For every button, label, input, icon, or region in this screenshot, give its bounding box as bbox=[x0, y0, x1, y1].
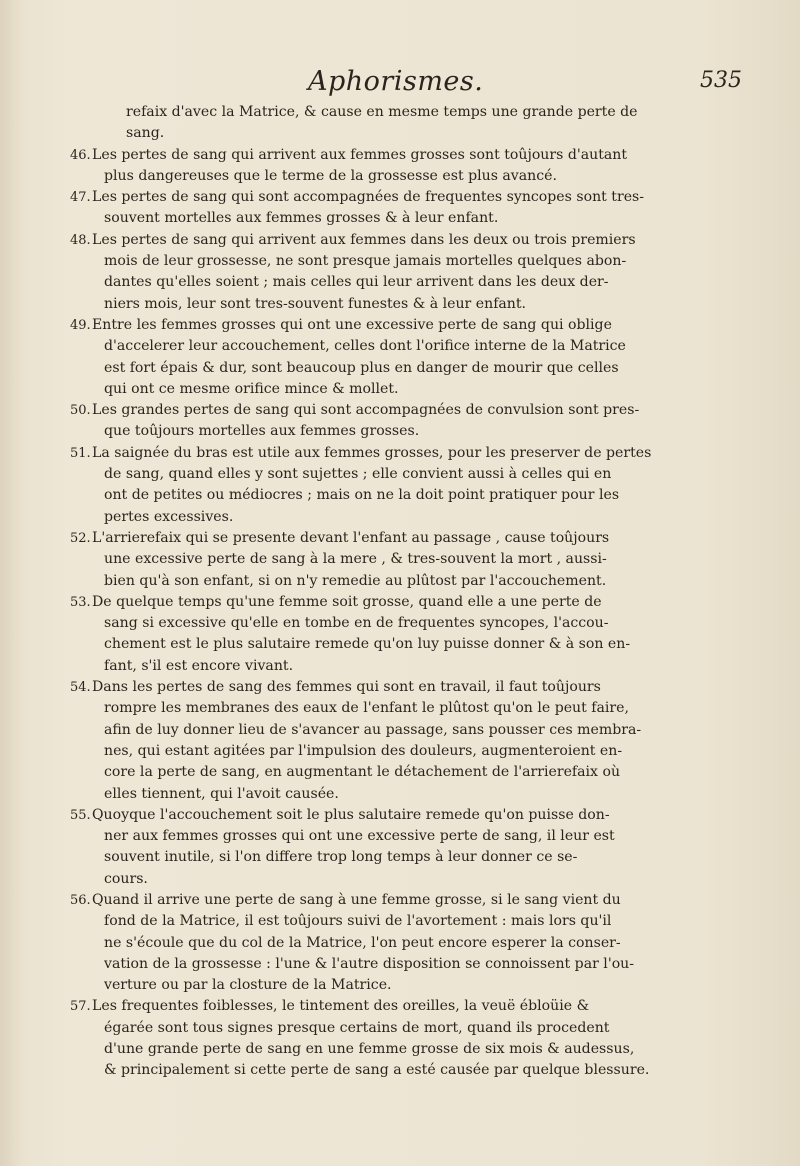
aphorism-paragraph bbox=[70, 890, 742, 996]
aphorism-paragraph bbox=[70, 187, 742, 230]
aphorism-number: 47. bbox=[70, 190, 91, 206]
aphorism-paragraph bbox=[70, 400, 742, 443]
page-number: 535 bbox=[700, 68, 742, 93]
text-line: sang. bbox=[126, 125, 165, 142]
text-line: de sang, quand elles y sont sujettes ; elle convient aussi à celles qui en bbox=[104, 466, 612, 483]
text-line: De quelque temps qu'une femme soit grosse, quand elle a une perte de bbox=[92, 593, 602, 610]
text-line: pertes excessives. bbox=[104, 508, 234, 525]
text-line: La saignée du bras est utile aux femmes grosses, pour les preserver de pertes bbox=[92, 444, 652, 461]
text-line: refaix d'avec la Matrice, & cause en mesme temps une grande perte de bbox=[126, 104, 638, 120]
text-line: vation de la grossesse : l'une & l'autre disposition se connoissent par l'ou- bbox=[104, 955, 635, 972]
text-line: ne s'écoule que du col de la Matrice, l'on peut encore esperer la conser- bbox=[104, 934, 621, 951]
aphorism-number: 55. bbox=[70, 807, 91, 823]
aphorism-paragraph bbox=[70, 996, 742, 1081]
text-line: nes, qui estant agitées par l'impulsion des douleurs, augmenteroient en- bbox=[104, 742, 623, 759]
text-line: Quand il arrive une perte de sang à une femme grosse, si le sang vient du bbox=[92, 891, 621, 908]
text-line: Quoyque l'accouchement soit le plus salutaire remede qu'on puisse don- bbox=[92, 806, 610, 823]
text-line: que toûjours mortelles aux femmes grosses. bbox=[104, 423, 420, 440]
text-line: d'une grande perte de sang en une femme grosse de six mois & audessus, bbox=[104, 1041, 635, 1058]
aphorism-number: 51. bbox=[70, 445, 91, 461]
text-line: Les frequentes foiblesses, le tintement des oreilles, la veuë ébloüie & bbox=[92, 998, 590, 1015]
text-line: d'accelerer leur accouchement, celles dont l'orifice interne de la Matrice bbox=[104, 338, 626, 355]
running-title: Aphorismes. bbox=[308, 66, 484, 97]
text-line: rompre les membranes des eaux de l'enfant le plûtost qu'on le peut faire, bbox=[104, 700, 629, 717]
aphorism-paragraph bbox=[70, 805, 742, 890]
aphorism-paragraph bbox=[70, 145, 742, 188]
text-line: Les pertes de sang qui arrivent aux femmes dans les deux ou trois premiers bbox=[92, 231, 636, 248]
aphorism-number: 46. bbox=[70, 147, 91, 163]
text-line: afin de luy donner lieu de s'avancer au passage, sans pousser ces membra- bbox=[104, 721, 642, 738]
text-line: & principalement si cette perte de sang a esté causée par quelque blessure. bbox=[104, 1062, 650, 1079]
aphorism-paragraph bbox=[70, 528, 742, 592]
text-line: égarée sont tous signes presque certains de mort, quand ils procedent bbox=[104, 1019, 610, 1036]
text-line: ner aux femmes grosses qui ont une excessive perte de sang, il leur est bbox=[104, 828, 615, 845]
text-line: Les pertes de sang qui sont accompagnées de frequentes syncopes sont tres- bbox=[92, 189, 645, 206]
text-line: mois de leur grossesse, ne sont presque jamais mortelles quelques abon- bbox=[104, 253, 627, 270]
text-line: fant, s'il est encore vivant. bbox=[104, 657, 294, 674]
aphorism-paragraph bbox=[70, 592, 742, 677]
text-line: cours. bbox=[104, 870, 148, 887]
aphorism-number: 49. bbox=[70, 317, 91, 333]
text-line: Entre les femmes grosses qui ont une excessive perte de sang qui oblige bbox=[92, 316, 612, 333]
aphorism-paragraph bbox=[70, 677, 742, 805]
aphorism-number: 48. bbox=[70, 232, 91, 248]
text-line: ont de petites ou médiocres ; mais on ne la doit point pratiquer pour les bbox=[104, 487, 620, 504]
aphorism-paragraph bbox=[70, 315, 742, 400]
text-line: chement est le plus salutaire remede qu'on luy puisse donner & à son en- bbox=[104, 636, 631, 653]
text-line: Dans les pertes de sang des femmes qui sont en travail, il faut toûjours bbox=[92, 679, 601, 696]
text-line: sang si excessive qu'elle en tombe en de frequentes syncopes, l'accou- bbox=[104, 615, 609, 632]
aphorism-text-block bbox=[70, 102, 742, 1082]
aphorism-number: 50. bbox=[70, 403, 91, 419]
text-line: souvent inutile, si l'on differe trop long temps à leur donner ce se- bbox=[104, 849, 578, 866]
aphorism-number: 52. bbox=[70, 530, 91, 546]
text-line: L'arrierefaix qui se presente devant l'enfant au passage , cause toûjours bbox=[92, 529, 610, 546]
aphorism-number: 56. bbox=[70, 892, 91, 908]
text-line: dantes qu'elles soient ; mais celles qui leur arrivent dans les deux der- bbox=[104, 274, 609, 291]
text-line: qui ont ce mesme orifice mince & mollet. bbox=[104, 380, 399, 397]
text-line: elles tiennent, qui l'avoit causée. bbox=[104, 785, 339, 802]
text-line: niers mois, leur sont tres-souvent funestes & à leur enfant. bbox=[104, 295, 527, 312]
aphorism-number: 54. bbox=[70, 680, 91, 696]
text-line: plus dangereuses que le terme de la grossesse est plus avancé. bbox=[104, 167, 557, 184]
page-header bbox=[0, 66, 800, 106]
text-line: verture ou par la closture de la Matrice. bbox=[104, 977, 392, 994]
text-line: bien qu'à son enfant, si on n'y remedie au plûtost par l'accouchement. bbox=[104, 572, 607, 589]
text-line: Les pertes de sang qui arrivent aux femmes grosses sont toûjours d'autant bbox=[92, 146, 628, 163]
aphorism-number: 53. bbox=[70, 594, 91, 610]
text-line: souvent mortelles aux femmes grosses & à leur enfant. bbox=[104, 210, 499, 227]
text-line: est fort épais & dur, sont beaucoup plus en danger de mourir que celles bbox=[104, 359, 619, 376]
continued-paragraph bbox=[92, 102, 742, 145]
aphorism-paragraph bbox=[70, 230, 742, 315]
text-line: fond de la Matrice, il est toûjours suivi de l'avortement : mais lors qu'il bbox=[104, 913, 612, 930]
text-line: Les grandes pertes de sang qui sont accompagnées de convulsion sont pres- bbox=[92, 402, 640, 419]
text-line: une excessive perte de sang à la mere , & tres-souvent la mort , aussi- bbox=[104, 551, 607, 568]
text-line: core la perte de sang, en augmentant le détachement de l'arrierefaix où bbox=[104, 764, 621, 781]
aphorism-number: 57. bbox=[70, 999, 91, 1015]
aphorism-paragraph bbox=[70, 443, 742, 528]
